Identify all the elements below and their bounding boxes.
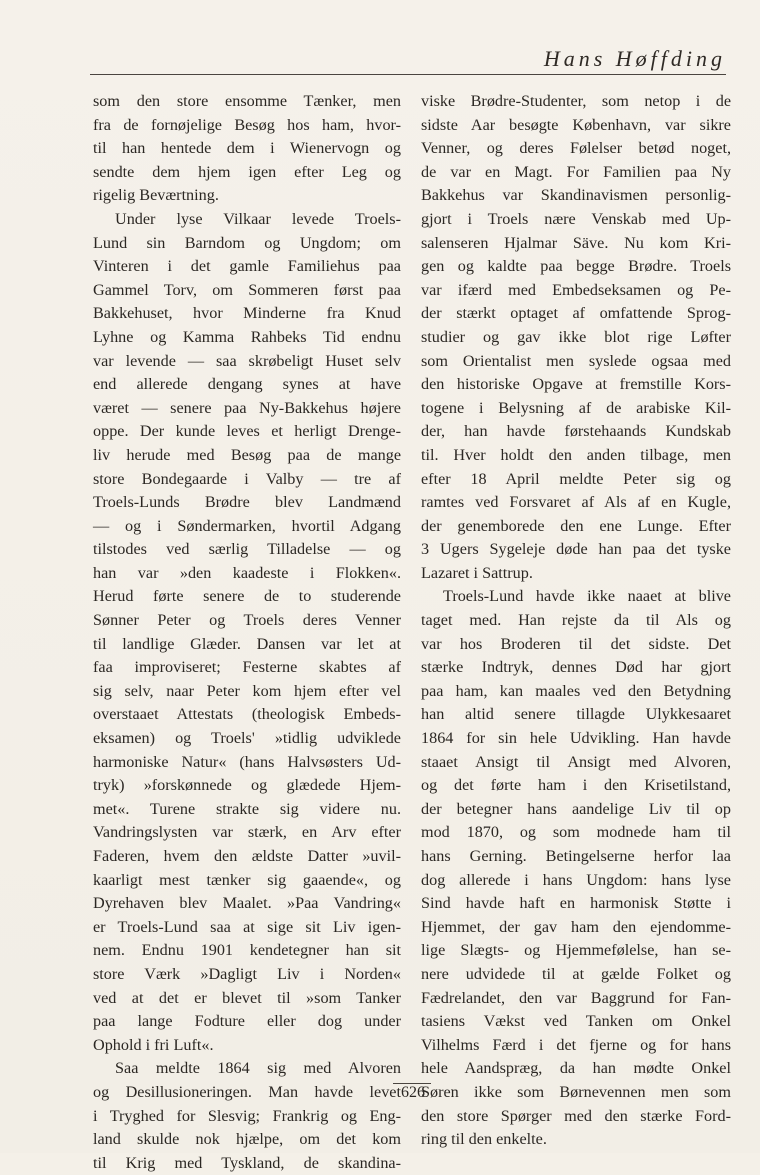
text-line: gjort i Troels nære Venskab med Up- — [421, 209, 731, 228]
text-line: tilstodes ved særlig Tilladelse — og — [93, 540, 401, 559]
text-line: mod 1870, og som modnede ham til — [421, 823, 731, 842]
text-line: overstaaet Attestats (theologisk Embeds- — [93, 705, 401, 724]
text-line: Ophold i fri Luft«. — [93, 1035, 214, 1054]
text-line: ramtes ved Forsvaret af Als af en Kugle, — [421, 493, 731, 512]
text-line: — og i Søndermarken, hvortil Adgang — [93, 516, 401, 535]
text-line: i Tryghed for Slesvig; Frankrig og Eng- — [93, 1106, 401, 1125]
text-line: hele Aandspræg, da han mødte Onkel — [421, 1059, 731, 1078]
text-line: dog allerede i hans Ungdom: hans lyse — [421, 870, 731, 889]
text-line: den store Spørger med den stærke Ford- — [421, 1106, 731, 1125]
text-line: Dyrehaven blev Maalet. »Paa Vandring« — [93, 894, 401, 913]
text-line: til Krig med Tyskland, de skandina- — [93, 1153, 401, 1172]
text-line: er Troels-Lund saa at sige sit Liv igen- — [93, 917, 401, 936]
text-line: Søren ikke som Børnevennen men som — [421, 1082, 731, 1101]
text-line: faa improviseret; Festerne skabtes af — [93, 658, 401, 677]
text-line: harmoniske Natur« (hans Halvsøsters Ud- — [93, 752, 401, 771]
text-line: taget med. Han rejste da til Als og — [421, 611, 731, 630]
text-line: og det førte ham i den Krisetilstand, — [421, 776, 731, 795]
text-line: Vandringslysten var stærk, en Arv efter — [93, 823, 401, 842]
text-line: efter 18 April meldte Peter sig og — [421, 469, 731, 488]
text-line: hans Gerning. Betingelserne herfor laa — [421, 847, 731, 865]
right-text-column — [421, 90, 731, 1152]
text-line: Lund sin Barndom og Ungdom; om — [93, 233, 401, 252]
text-line: til han hentede dem i Wienervogn og — [93, 139, 401, 158]
text-line: Sind havde haft en harmonisk Støtte i — [421, 894, 731, 913]
text-line: sidste Aar besøgte København, var sikre — [421, 115, 731, 134]
text-line: nem. Endnu 1901 kendetegner han sit — [93, 941, 401, 960]
text-line: end allerede dengang synes at have — [93, 375, 401, 394]
text-line: var hos Broderen til det sidste. Det — [421, 634, 731, 653]
text-line: Troels-Lunds Brødre blev Landmænd — [93, 493, 401, 512]
text-line: Bakkehuset, hvor Minderne fra Knud — [93, 304, 401, 323]
text-line: Vilhelms Færd i det fjerne og for hans — [421, 1035, 731, 1054]
text-line: Venner, og deres Følelser betød noget, — [421, 139, 731, 158]
text-line: Herud førte senere de to studerende — [93, 587, 401, 606]
text-line: der, han havde førstehaands Kundskab — [421, 422, 731, 441]
text-line: studier og gav ikke blot rige Løfter — [421, 327, 731, 346]
text-line: sendte dem hjem igen efter Leg og — [93, 162, 401, 181]
text-line: Hjemmet, der gav ham den ejendomme- — [421, 917, 731, 936]
header-rule — [90, 74, 726, 75]
text-line: viske Brødre-Studenter, som netop i de — [421, 92, 731, 110]
text-line: met«. Turene strakte sig videre nu. — [93, 799, 401, 818]
text-line: Fædrelandet, den var Baggrund for Fan- — [421, 988, 731, 1007]
text-line: nere udvidede til at gælde Folket og — [421, 964, 731, 983]
text-line: han altid senere tillagde Ulykkesaaret — [421, 705, 731, 724]
text-line: der stærkt optaget af omfattende Sprog- — [421, 304, 731, 323]
text-line: togene i Belysning af de arabiske Kil- — [421, 398, 731, 417]
text-line: ring til den enkelte. — [421, 1130, 547, 1149]
page-number: 626 — [401, 1084, 425, 1101]
text-line: Bakkehus var Skandinavismen personlig- — [421, 186, 731, 205]
text-line: store Bondegaarde i Valby — tre af — [93, 469, 401, 488]
text-line: paa lange Fodture eller dog under — [93, 1012, 401, 1031]
text-line: han var »den kaadeste i Flokken«. — [93, 563, 401, 582]
text-line: staaet Ansigt til Ansigt med Alvoren, — [421, 752, 731, 771]
running-title: Hans Høffding — [543, 46, 726, 71]
text-line: og Desillusioneringen. Man havde levet — [93, 1082, 401, 1101]
text-line: Vinteren i det gamle Familiehus paa — [93, 257, 401, 276]
text-line: fra de fornøjelige Besøg hos ham, hvor- — [93, 115, 401, 134]
text-line: der genemborede den ene Lunge. Efter — [421, 516, 731, 535]
text-line: store Værk »Dagligt Liv i Norden« — [93, 964, 401, 983]
text-line: til. Hver holdt den anden tilbage, men — [421, 445, 731, 464]
text-line: eksamen) og Troels' »tidlig udviklede — [93, 729, 401, 748]
text-line: 1864 for sin hele Udvikling. Han havde — [421, 729, 731, 748]
text-line: været — senere paa Ny-Bakkehus højere — [93, 398, 401, 417]
text-line: land skulde nok hjælpe, om det kom — [93, 1130, 401, 1149]
text-line: Troels-Lund havde ikke naaet at blive — [443, 587, 731, 606]
text-line: var levende — saa skrøbeligt Huset selv — [93, 351, 401, 370]
text-line: 3 Ugers Sygeleje døde han paa det tyske — [421, 540, 731, 559]
text-line: paa ham, kan maales ved den Betydning — [421, 681, 731, 700]
text-line: til landlige Glæder. Dansen var let at — [93, 634, 401, 653]
text-line: tasiens Vækst ved Tanken om Onkel — [421, 1012, 731, 1031]
text-line: var ifærd med Embedseksamen og Pe- — [421, 280, 731, 299]
text-line: den historiske Opgave at fremstille Kors- — [421, 375, 731, 394]
text-line: Under lyse Vilkaar levede Troels- — [115, 209, 401, 228]
text-line: der betegner hans aandelige Liv til op — [421, 799, 731, 818]
text-line: ved at det er blevet til »som Tanker — [93, 988, 401, 1007]
text-line: sig selv, naar Peter kom hjem efter vel — [93, 681, 401, 700]
text-line: tryk) »forskønnede og glædede Hjem- — [93, 776, 401, 795]
text-line: Lyhne og Kamma Rahbeks Tid endnu — [93, 327, 401, 346]
text-line: liv herude med Besøg paa de mange — [93, 445, 401, 464]
left-text-column — [93, 90, 401, 1175]
text-line: stærke Indtryk, dennes Død har gjort — [421, 658, 731, 677]
text-line: salenseren Hjalmar Säve. Nu kom Kri- — [421, 233, 731, 252]
text-line: Sønner Peter og Troels deres Venner — [93, 611, 401, 630]
text-line: Faderen, hvem den ældste Datter »uvil- — [93, 847, 401, 865]
text-line: som den store ensomme Tænker, men — [93, 92, 401, 110]
text-line: gen og kaldte paa begge Brødre. Troels — [421, 257, 731, 276]
text-line: rigelig Beværtning. — [93, 186, 219, 205]
text-line: de var en Magt. For Familien paa Ny — [421, 162, 731, 181]
text-line: kaarligt mest tænker sig gaaende«, og — [93, 870, 401, 889]
text-line: Saa meldte 1864 sig med Alvoren — [115, 1059, 401, 1078]
text-line: oppe. Der kunde leves et herligt Drenge- — [93, 422, 401, 441]
text-line: Lazaret i Sattrup. — [421, 563, 533, 582]
text-line: Gammel Torv, om Sommeren først paa — [93, 280, 401, 299]
text-line: lige Slægts- og Hjemmefølelse, han se- — [421, 941, 731, 960]
text-line: som Orientalist men syslede ogsaa med — [421, 351, 731, 370]
